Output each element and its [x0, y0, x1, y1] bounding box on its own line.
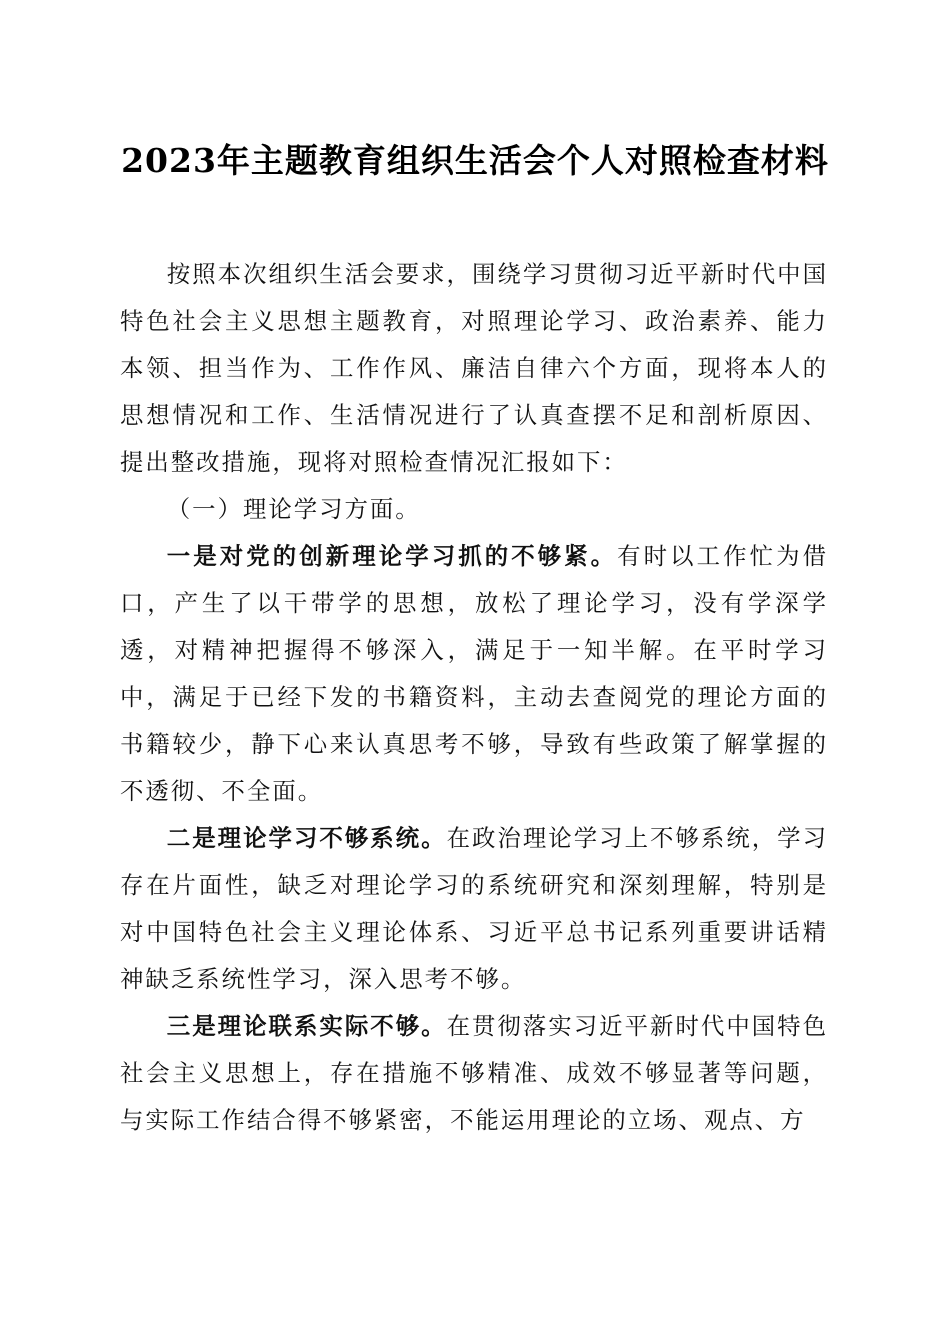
- point-text-3: 在贯彻落实习近平新时代中国特色社会主义思想上，存在措施不够精准、成效不够显著等问题，与实际工作结合得不够紧密，不能运用理论的立场、观点、方: [120, 1012, 829, 1134]
- point-lead-3: 三是理论联系实际不够。: [166, 1012, 447, 1040]
- document-body: [120, 251, 828, 1144]
- point-paragraph-3: [120, 1003, 828, 1144]
- point-paragraph-2: [120, 815, 828, 1003]
- point-lead-1: 一是对党的创新理论学习抓的不够紧。: [166, 542, 618, 570]
- point-text-2: 在政治理论学习上不够系统，学习存在片面性，缺乏对理论学习的系统研究和深刻理解，特别是对中国特色社会主义理论体系、习近平总书记系列重要讲话精神缺乏系统性学习，深入思考不够。: [120, 824, 829, 993]
- point-text-1: 有时以工作忙为借口，产生了以干带学的思想，放松了理论学习，没有学深学透，对精神把握得不够深入，满足于一知半解。在平时学习中，满足于已经下发的书籍资料，主动去查阅党的理论方面的书籍较少，静下心来认真思考不够，导致有些政策了解掌握的不透彻、不全面。: [120, 542, 829, 805]
- intro-paragraph: 按照本次组织生活会要求，围绕学习贯彻习近平新时代中国特色社会主义思想主题教育，对照理论学习、政治素养、能力本领、担当作为、工作作风、廉洁自律六个方面，现将本人的思想情况和工作、生活情况进行了认真查摆不足和剖析原因、提出整改措施，现将对照检查情况汇报如下：: [120, 260, 828, 476]
- point-lead-2: 二是理论学习不够系统。: [166, 824, 447, 852]
- document-title: 2023年主题教育组织生活会个人对照检查材料: [121, 141, 829, 180]
- point-paragraph-1: [120, 533, 828, 815]
- section-heading: （一）理论学习方面。: [166, 495, 421, 523]
